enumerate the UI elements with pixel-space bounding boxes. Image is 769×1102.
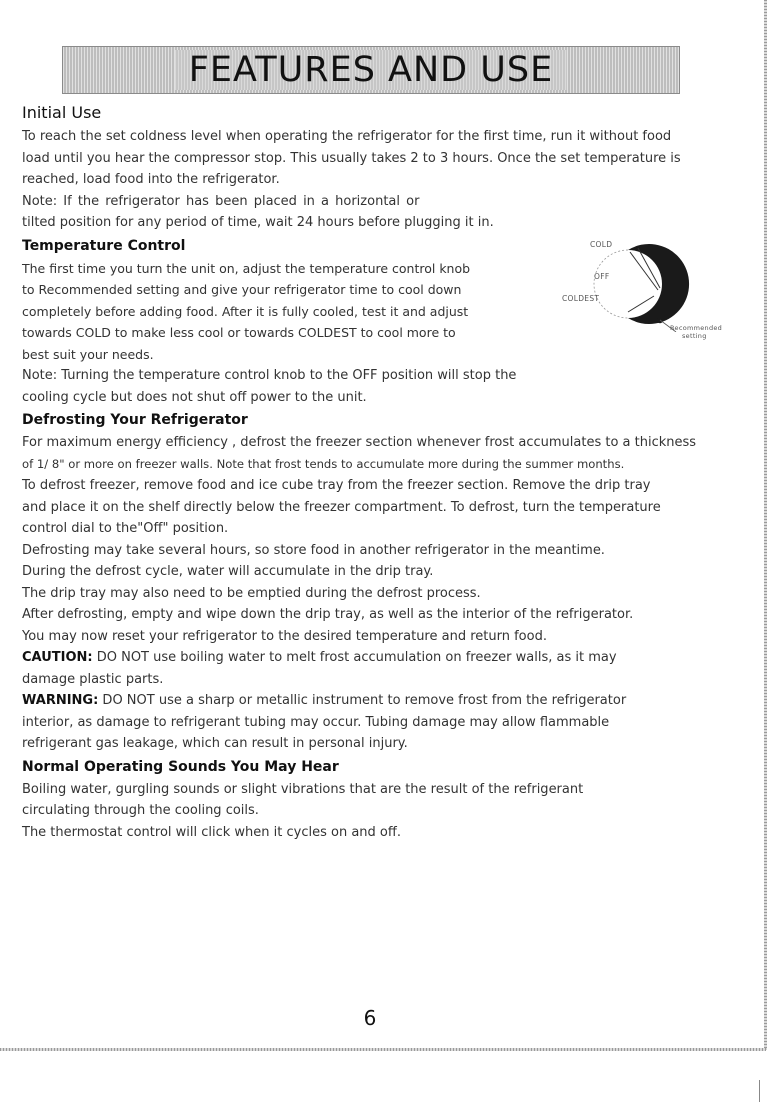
- sounds-section: [22, 755, 722, 844]
- defrosting-line: For maximum energy efficiency , defrost the freezer section whenever frost accumulates to a thickness: [22, 435, 697, 450]
- temperature-control-line: The first time you turn the unit on, adjust the temperature control knob: [22, 260, 471, 276]
- initial-use-heading: Initial Use: [22, 103, 102, 122]
- document-body: [22, 100, 722, 843]
- initial-use-note: tilted position for any period of time, wait 24 hours before plugging it in.: [22, 215, 494, 230]
- temperature-control-line: towards COLD to make less cool or towards COLDEST to cool more to: [22, 325, 456, 340]
- caution-label: CAUTION:: [22, 650, 93, 665]
- temperature-dial-icon: [542, 232, 722, 332]
- defrosting-heading: Defrosting Your Refrigerator: [22, 412, 248, 428]
- caution-line: damage plastic parts.: [22, 671, 164, 687]
- initial-use-line: reached, load food into the refrigerator.: [22, 172, 280, 187]
- defrosting-line: To defrost freezer, remove food and ice cube tray from the freezer section. Remove the drip tray: [22, 478, 651, 493]
- initial-use-line: To reach the set coldness level when operating the refrigerator for the first time, run it without food: [22, 129, 672, 144]
- sounds-line: circulating through the cooling coils.: [22, 803, 259, 818]
- dial-label-cold: COLD: [590, 239, 613, 249]
- caution-text: DO NOT use boiling water to melt frost accumulation on freezer walls, as it may: [92, 650, 617, 665]
- defrosting-line: The drip tray may also need to be emptied during the defrost process.: [22, 585, 481, 601]
- warning-line: refrigerant gas leakage, which can result in personal injury.: [22, 736, 408, 751]
- initial-use-section: [22, 100, 722, 234]
- sounds-line: Boiling water, gurgling sounds or slight vibrations that are the result of the refrigerant: [22, 781, 584, 797]
- temperature-control-heading: Temperature Control: [22, 237, 186, 254]
- corner-mark: [759, 1080, 760, 1102]
- defrosting-line: During the defrost cycle, water will accumulate in the drip tray.: [22, 564, 434, 579]
- dial-label-off: OFF: [594, 271, 610, 281]
- defrosting-line: You may now reset your refrigerator to the desired temperature and return food.: [22, 628, 547, 644]
- defrosting-section: [22, 408, 722, 755]
- temperature-control-line: completely before adding food. After it is fully cooled, test it and adjust: [22, 303, 469, 319]
- warning-text: DO NOT use a sharp or metallic instrument to remove frost from the refrigerator: [98, 693, 627, 708]
- defrosting-line: Defrosting may take several hours, so store food in another refrigerator in the meantime.: [22, 542, 605, 558]
- temperature-control-line: to Recommended setting and give your refrigerator time to cool down: [22, 282, 462, 297]
- temperature-control-note: cooling cycle but does not shut off power to the unit.: [22, 389, 367, 405]
- defrosting-line: and place it on the shelf directly below the freezer compartment. To defrost, turn the temperature: [22, 499, 661, 515]
- page-number: 6: [363, 1006, 377, 1030]
- dial-label-recommended: Recommended: [670, 323, 723, 332]
- initial-use-line: load until you hear the compressor stop. This usually takes 2 to 3 hours. Once the set temperature is: [22, 150, 681, 166]
- initial-use-note: Note: If the refrigerator has been placed in a horizontal or: [22, 193, 420, 209]
- temperature-control-line: best suit your needs.: [22, 346, 154, 362]
- dial-label-coldest: COLDEST: [562, 293, 600, 303]
- warning-line: interior, as damage to refrigerant tubing may occur. Tubing damage may allow flammable: [22, 714, 610, 730]
- warning-line: [22, 690, 722, 712]
- page-edge-right: [764, 0, 767, 1050]
- header-banner: [62, 46, 680, 94]
- page-title: FEATURES AND USE: [175, 50, 567, 90]
- page-edge-bottom: [0, 1048, 766, 1051]
- defrosting-line: control dial to the"Off" position.: [22, 521, 229, 536]
- defrosting-line: of 1/ 8" or more on freezer walls. Note that frost tends to accumulate more during the summer months.: [22, 456, 625, 471]
- temperature-dial-diagram: [542, 232, 723, 340]
- temperature-control-section: [22, 234, 722, 409]
- caution-line: [22, 647, 722, 669]
- dial-label-setting: setting: [682, 331, 707, 340]
- temperature-control-note: Note: Turning the temperature control knob to the OFF position will stop the: [22, 368, 517, 383]
- defrosting-line: After defrosting, empty and wipe down the drip tray, as well as the interior of the refrigerator.: [22, 607, 634, 622]
- sounds-line: The thermostat control will click when it cycles on and off.: [22, 824, 401, 840]
- sounds-heading: Normal Operating Sounds You May Hear: [22, 758, 339, 775]
- warning-label: WARNING:: [22, 693, 99, 708]
